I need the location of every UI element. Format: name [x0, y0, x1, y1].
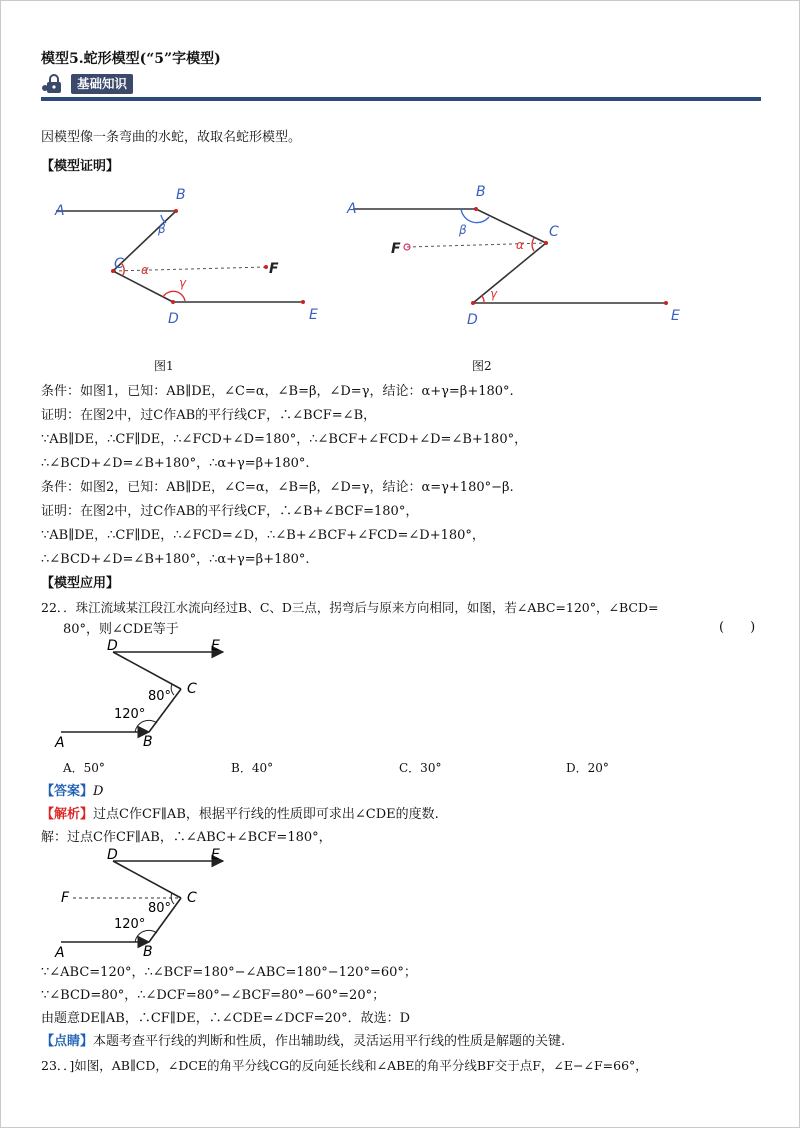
- fig2-label-d: D: [467, 312, 478, 328]
- answer-value: D: [93, 784, 104, 799]
- fig1-label-d: D: [168, 311, 179, 327]
- figure-1: [41, 179, 341, 349]
- header-divider: [41, 97, 761, 101]
- solution-line-3: 由题意DE∥AB，∴CF∥DE，∴∠CDE=∠DCF=20°．故选：D: [41, 1011, 411, 1026]
- fig1-label-f: F: [269, 261, 279, 277]
- intro-text: 因模型像一条弯曲的水蛇，故取名蛇形模型。: [41, 130, 302, 145]
- qfig-label-c: C: [187, 681, 197, 697]
- sfig-label-b: B: [143, 944, 153, 960]
- analysis-label: 【解析】: [41, 807, 94, 822]
- figure-2-caption: 图2: [472, 359, 492, 373]
- sfig-label-c: C: [187, 890, 197, 906]
- qfig-angle-80: 80°: [148, 689, 172, 704]
- proof-line-6: 证明：在图2中，过C作AB的平行线CF，∴∠B+∠BCF=180°，: [41, 504, 419, 519]
- knowledge-banner: 基础知识: [71, 74, 133, 94]
- fig2-label-a: A: [347, 201, 357, 217]
- sfig-label-a: A: [55, 945, 65, 961]
- proof-heading: 【模型证明】: [41, 159, 120, 174]
- fig2-angle-beta: β: [459, 223, 467, 237]
- option-d: D．20°: [566, 761, 609, 775]
- lock-icon: [41, 73, 71, 95]
- fig1-angle-beta: β: [158, 222, 166, 236]
- fig2-label-b: B: [476, 184, 486, 200]
- qfig-label-d: D: [107, 638, 118, 654]
- comment-label: 【点睛】: [41, 1034, 94, 1049]
- fig1-angle-alpha: α: [141, 263, 149, 277]
- figure-2: [341, 176, 701, 346]
- fig1-label-e: E: [309, 307, 318, 323]
- sfig-angle-120: 120°: [114, 917, 146, 932]
- question-23: 23．．]如图，AB∥CD，∠DCE的角平分线CG的反向延长线和∠ABE的角平分线BF交于点F，∠E−∠F=66°，: [41, 1058, 648, 1073]
- proof-line-5: 条件：如图2，已知：AB∥DE，∠C=α，∠B=β，∠D=γ，结论：α=γ+180°−β.: [41, 480, 514, 495]
- analysis-row: [41, 806, 439, 824]
- fig2-angle-alpha: α: [516, 238, 524, 252]
- analysis-text: 过点C作CF∥AB，根据平行线的性质即可求出∠CDE的度数.: [93, 807, 439, 822]
- sfig-label-f: F: [61, 890, 70, 906]
- solution-figure: [51, 845, 251, 963]
- proof-line-1: 条件：如图1，已知：AB∥DE，∠C=α，∠B=β，∠D=γ，结论：α+γ=β+180°.: [41, 384, 514, 399]
- fig1-label-b: B: [176, 187, 186, 203]
- question-22-figure: [51, 637, 251, 752]
- option-b: B．40°: [231, 761, 274, 775]
- fig1-label-a: A: [55, 203, 65, 219]
- fig2-label-c: C: [549, 224, 559, 240]
- proof-line-4: ∴∠BCD+∠D=∠B+180°，∴α+γ=β+180°.: [41, 456, 310, 471]
- qfig-angle-120: 120°: [114, 707, 146, 722]
- comment-row: [41, 1033, 565, 1051]
- proof-line-2: 证明：在图2中，过C作AB的平行线CF，∴∠BCF=∠B，: [41, 408, 377, 423]
- application-heading: 【模型应用】: [41, 576, 120, 591]
- question-22-line-1: 22．．珠江流域某江段江水流向经过B、C、D三点，拐弯后与原来方向相同，如图，若∠ABC=120°，∠BCD=: [41, 600, 659, 615]
- qfig-label-e: E: [211, 638, 220, 654]
- fig1-angle-gamma: γ: [179, 276, 187, 290]
- qfig-label-a: A: [55, 735, 65, 751]
- option-a: A．50°: [63, 761, 105, 775]
- section-title: 模型5.蛇形模型(“5”字模型): [41, 51, 221, 67]
- proof-line-7: ∵AB∥DE，∴CF∥DE，∴∠FCD=∠D，∴∠B+∠BCF+∠FCD=∠D+180°，: [41, 528, 485, 543]
- fig1-label-c: C: [114, 256, 124, 272]
- sfig-angle-80: 80°: [148, 901, 172, 916]
- question-22-line-2: 80°，则∠CDE等于: [63, 622, 179, 637]
- answer-label: 【答案】: [41, 784, 94, 799]
- fig2-label-e: E: [671, 308, 680, 324]
- solution-line-2: ∵∠BCD=80°，∴∠DCF=80°−∠BCF=80°−60°=20°；: [41, 988, 386, 1003]
- sfig-label-d: D: [107, 847, 118, 863]
- proof-line-3: ∵AB∥DE，∴CF∥DE，∴∠FCD+∠D=180°，∴∠BCF+∠FCD+∠D=∠B+180°，: [41, 432, 528, 447]
- sfig-label-e: E: [211, 847, 220, 863]
- solution-line-1: ∵∠ABC=120°，∴∠BCF=180°−∠ABC=180°−120°=60°；: [41, 965, 417, 980]
- solution-line: 解：过点C作CF∥AB，∴∠ABC+∠BCF=180°，: [41, 830, 332, 845]
- fig2-angle-gamma: γ: [490, 287, 498, 301]
- answer-row: [41, 783, 103, 801]
- answer-blank: ( ): [719, 620, 756, 635]
- option-c: C．30°: [399, 761, 442, 775]
- figure-1-caption: 图1: [154, 359, 174, 373]
- proof-line-8: ∴∠BCD+∠D=∠B+180°，∴α+γ=β+180°.: [41, 552, 310, 567]
- fig2-label-f: F: [391, 241, 401, 257]
- comment-text: 本题考查平行线的判断和性质，作出辅助线，灵活运用平行线的性质是解题的关键.: [93, 1034, 566, 1049]
- qfig-label-b: B: [143, 734, 153, 750]
